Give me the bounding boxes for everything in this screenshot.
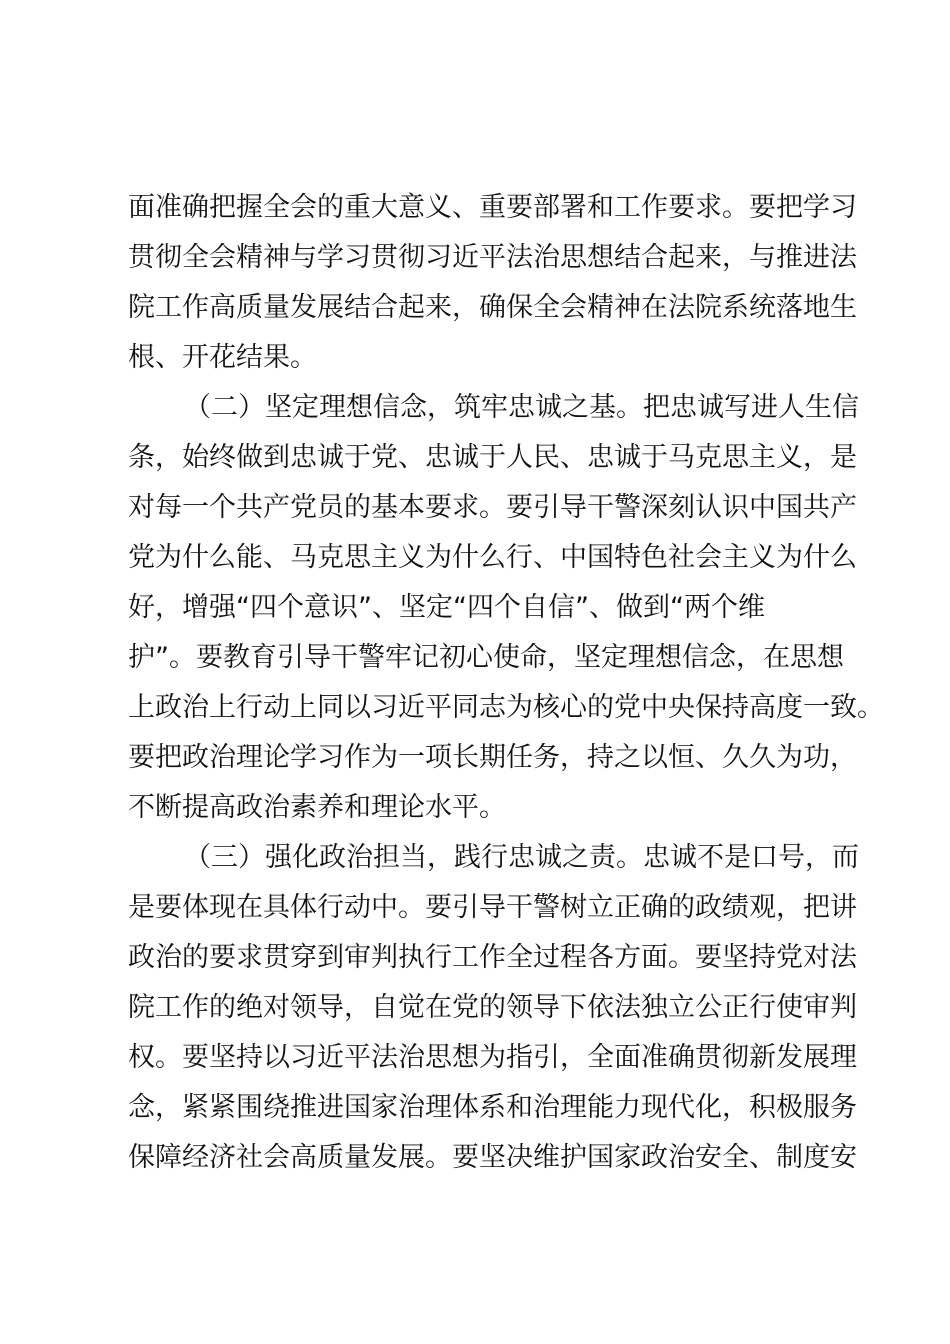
text-line: 上政治上行动上同以习近平同志为核心的党中央保持高度一致。: [128, 692, 884, 723]
text-line: 面准确把握全会的重大意义、重要部署和工作要求。要把学习: [128, 192, 857, 223]
text-line: 要把政治理论学习作为一项长期任务，持之以恒、久久为功，: [128, 742, 857, 773]
text-line: 好，增强“四个意识”、坚定“四个自信”、做到“两个维: [128, 592, 765, 623]
paragraph: [128, 833, 859, 1183]
text-line: 权。要坚持以习近平法治思想为指引，全面准确贯彻新发展理: [128, 1042, 857, 1073]
document-body: [128, 183, 884, 1183]
text-line: （三）强化政治担当，践行忠诚之责。忠诚不是口号，而: [184, 842, 859, 873]
text-line: 念，紧紧围绕推进国家治理体系和治理能力现代化，积极服务: [128, 1092, 857, 1123]
text-line: 院工作的绝对领导，自觉在党的领导下依法独立公正行使审判: [128, 992, 857, 1023]
text-line: 不断提高政治素养和理论水平。: [128, 792, 506, 823]
text-line: 对每一个共产党员的基本要求。要引导干警深刻认识中国共产: [128, 492, 857, 523]
paragraph: [128, 183, 857, 383]
text-line: 保障经济社会高质量发展。要坚决维护国家政治安全、制度安: [128, 1142, 857, 1173]
text-line: 贯彻全会精神与学习贯彻习近平法治思想结合起来，与推进法: [128, 242, 857, 273]
text-line: 根、开花结果。: [128, 342, 317, 373]
text-line: 条，始终做到忠诚于党、忠诚于人民、忠诚于马克思主义，是: [128, 442, 857, 473]
text-line: 是要体现在具体行动中。要引导干警树立正确的政绩观，把讲: [128, 892, 857, 923]
text-line: （二）坚定理想信念，筑牢忠诚之基。把忠诚写进人生信: [184, 392, 859, 423]
text-line: 党为什么能、马克思主义为什么行、中国特色社会主义为什么: [128, 542, 857, 573]
paragraph: [128, 383, 884, 833]
text-line: 政治的要求贯穿到审判执行工作全过程各方面。要坚持党对法: [128, 942, 857, 973]
text-line: 护”。要教育引导干警牢记初心使命，坚定理想信念，在思想: [128, 642, 844, 673]
text-line: 院工作高质量发展结合起来，确保全会精神在法院系统落地生: [128, 292, 857, 323]
